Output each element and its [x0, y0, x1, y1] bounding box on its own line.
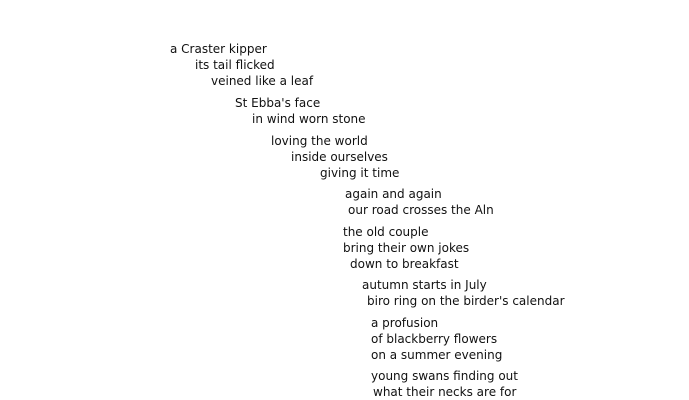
poem-line: its tail flicked	[195, 58, 275, 72]
poem-line: the old couple	[343, 225, 429, 239]
poem-line: in wind worn stone	[252, 112, 366, 126]
poem-line: loving the world	[271, 134, 368, 148]
poem-line: a profusion	[371, 316, 439, 330]
poem-line: again and again	[345, 187, 442, 201]
poem-line: giving it time	[320, 166, 400, 180]
poem-line: our road crosses the Aln	[348, 203, 494, 217]
poem-line: bring their own jokes	[343, 241, 470, 255]
poem-line: a Craster kipper	[170, 42, 267, 56]
poem-line: what their necks are for	[373, 385, 517, 399]
poem-line: veined like a leaf	[211, 74, 314, 88]
poem-line: down to breakfast	[350, 257, 459, 271]
poem-line: on a summer evening	[371, 348, 503, 362]
poem-line: inside ourselves	[291, 150, 388, 164]
poem-line: young swans finding out	[371, 369, 518, 383]
poem-line: St Ebba's face	[235, 96, 321, 110]
poem-line: autumn starts in July	[362, 278, 487, 292]
poem-line: of blackberry flowers	[371, 332, 498, 346]
poem-line: biro ring on the birder's calendar	[367, 294, 565, 308]
